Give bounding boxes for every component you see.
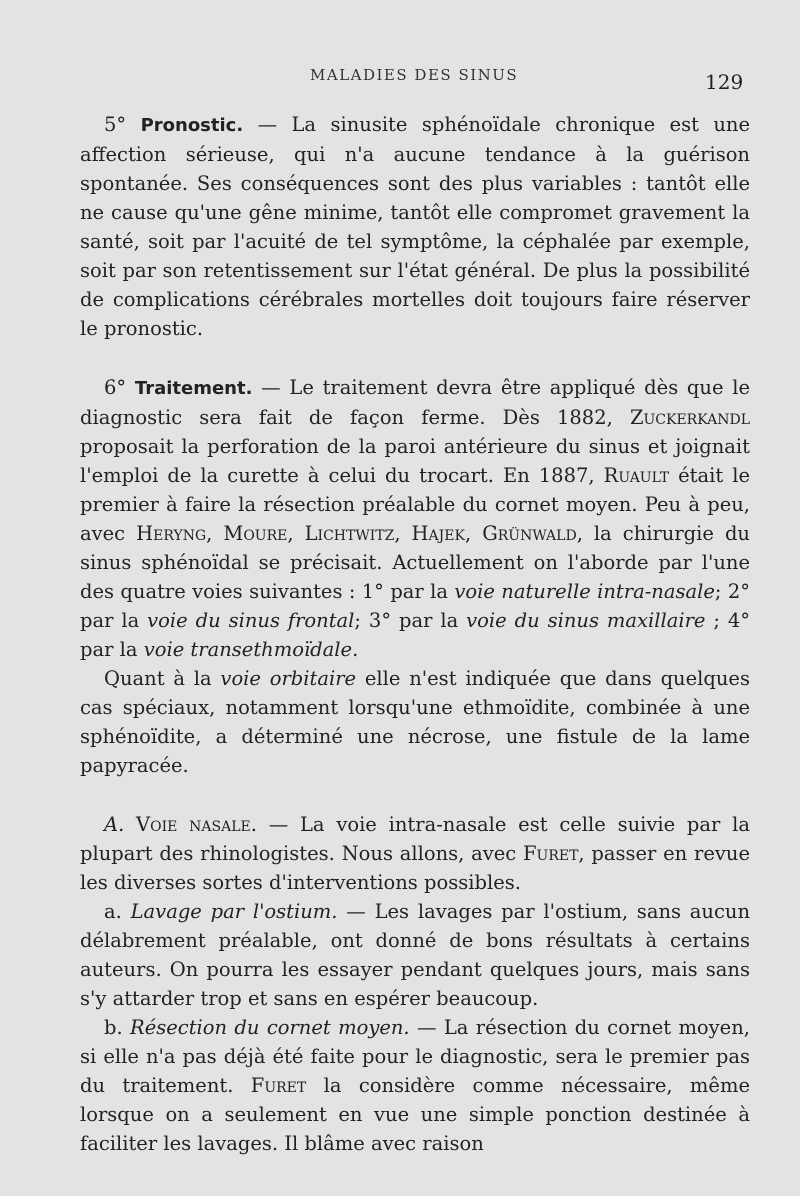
text-run: — La voie intra-nasale est celle suivie par la plupart des rhinologistes. Nous allons, avec: [80, 813, 751, 865]
separator: ,: [206, 522, 224, 545]
separator: ,: [464, 522, 483, 545]
item-heading: Résection du cornet moyen.: [130, 1016, 410, 1039]
paragraph-pronostic: [80, 110, 750, 343]
text-run: — Les lavages par l'ostium, sans aucun délabrement préalable, ont donné de bons résultats à certains auteurs. On pourra les essayer pendant quelques jours, mais sans s'y attarder trop et sans en espérer beaucoup.: [80, 900, 751, 1010]
paragraph-voie-nasale: [80, 810, 750, 897]
text-run: était le premier à faire la résection préalable du cornet moyen. Peu à peu, avec: [80, 464, 751, 545]
section-heading-traitement: Traitement.: [134, 378, 253, 399]
italic-term: voie du sinus maxillaire: [466, 609, 706, 632]
italic-term: voie du sinus frontal: [147, 609, 355, 632]
text-run: la considère comme nécessaire, même lorsque on a seulement en vue une simple ponction destinée à faciliter les lavages. Il blâme avec raison: [80, 1074, 750, 1155]
paragraph-text: — La sinusite sphénoïdale chronique est une affection sérieuse, qui n'a aucune tendance à la guérison spontanée. Ses conséquences sont des plus variables : tantôt elle ne cause qu'une gêne minime, tantôt elle compromet gravement la santé, soit par l'acuité de tel symptôme, la céphalée par exemple, soit par son retentissement sur l'état général. De plus la possibilité de complications cérébrales mortelles doit toujours faire réserver le pronostic.: [80, 113, 750, 340]
text-run: — Le traitement devra être appliqué dès que le diagnostic sera fait de façon ferme. Dès 1882,: [80, 376, 751, 429]
text-run: ; 2° par la: [80, 580, 750, 632]
item-label: a.: [104, 900, 131, 923]
author-name: Heryng: [136, 522, 207, 545]
section-number: 5°: [104, 113, 141, 136]
text-run: .: [352, 638, 359, 661]
italic-term: voie naturelle intra-nasale: [454, 580, 715, 603]
text-run: ; 3° par la: [354, 609, 467, 632]
body-text: [80, 110, 750, 1158]
text-run: , passer en revue les diverses sortes d'interventions possibles.: [80, 842, 750, 894]
running-head: MALADIES DES SINUS: [310, 66, 519, 84]
text-run: Quant à la: [104, 667, 221, 690]
subsection-letter: A.: [104, 813, 125, 836]
paragraph-traitement: [80, 373, 750, 664]
text-run: elle n'est indiquée que dans quelques cas spéciaux, notamment lorsqu'une ethmoïdite, combinée à une sphénoïdite, a déterminé une nécrose, une fistule de la lame papyracée.: [80, 667, 750, 777]
item-heading: Lavage par l'ostium.: [130, 900, 338, 923]
author-name: Furet: [522, 842, 579, 865]
section-number: 6°: [104, 376, 135, 399]
text-run: proposait la perforation de la paroi antérieure du sinus et joignait l'emploi de la curette à celui du trocart. En 1887,: [80, 435, 750, 487]
author-name: Zuckerkandl: [629, 406, 750, 429]
page-number: 129: [705, 70, 744, 94]
author-name: Hajek: [411, 522, 465, 545]
author-name: Ruault: [603, 464, 670, 487]
paragraph-lavage: [80, 897, 750, 1013]
text-run: — La résection du cornet moyen, si elle n'a pas déjà été faite pour le diagnostic, sera le premier pas du traitement.: [80, 1016, 750, 1097]
section-heading-pronostic: Pronostic.: [140, 115, 244, 136]
separator: ,: [394, 522, 412, 545]
item-label: b.: [104, 1016, 131, 1039]
italic-term: voie transethmoïdale: [143, 638, 353, 661]
author-name: Moure: [223, 522, 288, 545]
text-run: , la chirurgie du sinus sphénoïdal se précisait. Actuellement on l'aborde par l'une des quatre voies suivantes : 1° par la: [80, 522, 750, 603]
author-name: Grünwald: [482, 522, 577, 545]
separator: ,: [287, 522, 305, 545]
author-name: Lichtwitz: [304, 522, 395, 545]
paragraph-resection: [80, 1013, 750, 1158]
paragraph-voie-orbitaire: [80, 664, 750, 780]
text-run: ; 4° par la: [80, 609, 751, 661]
author-name: Furet: [250, 1074, 307, 1097]
subsection-heading: Voie nasale.: [124, 813, 257, 836]
italic-term: voie orbitaire: [220, 667, 357, 690]
